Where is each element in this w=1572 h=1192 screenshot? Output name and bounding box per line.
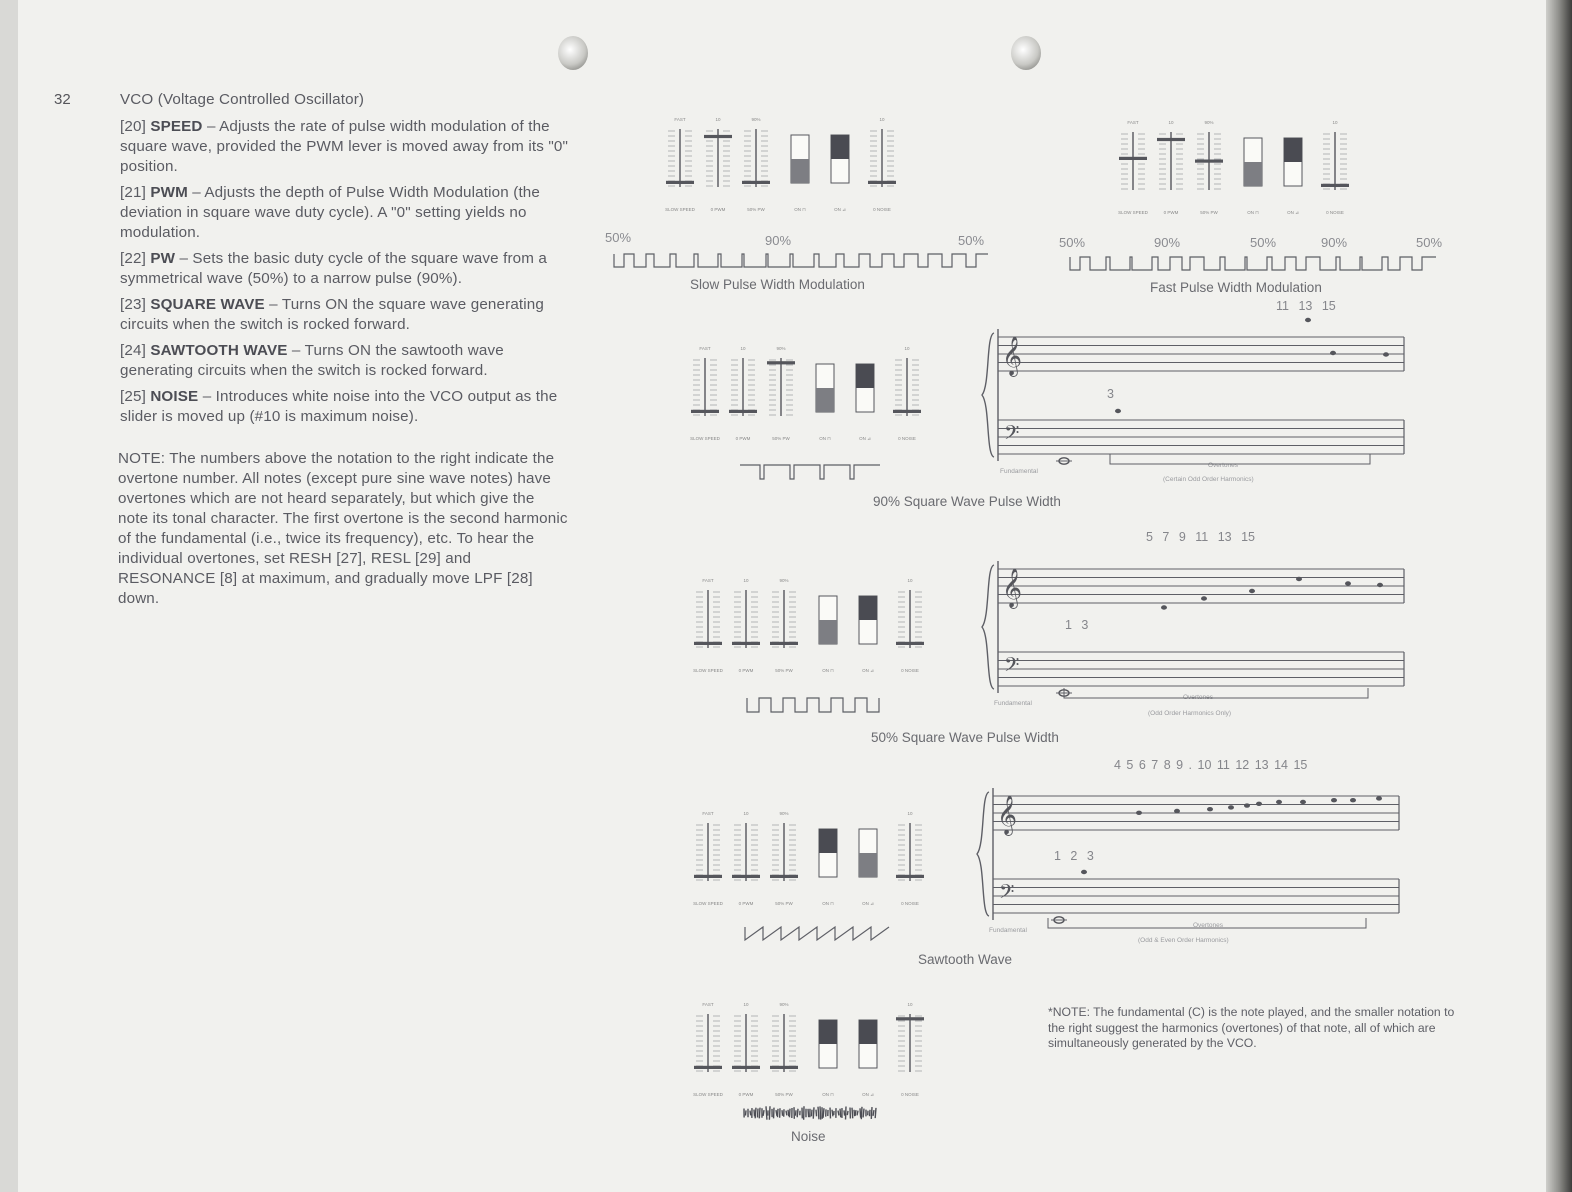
noise-stroke [857, 1111, 858, 1116]
panel-top-label: 90% [779, 811, 789, 816]
panel-top-label: 10 [743, 811, 749, 816]
staff-90-square [968, 325, 1408, 465]
panel-bottom-label: 50% PW [747, 207, 765, 212]
bass-clef-icon: 𝄢 [1004, 653, 1020, 681]
slider [1119, 132, 1147, 190]
fast-pwm-waveform [1070, 255, 1440, 275]
slider [868, 129, 896, 187]
pct-label: 50% [1059, 235, 1086, 250]
panel-top-label: FAST [702, 578, 714, 583]
rocker-switch [859, 829, 877, 877]
slider [666, 129, 694, 187]
noise-stroke [855, 1110, 856, 1116]
pct-label: 50% [1250, 235, 1277, 250]
panel-bottom-label: 50% PW [775, 668, 793, 673]
overtone-numbers: 11 13 15 [1276, 299, 1336, 313]
bass-clef-icon: 𝄢 [1004, 421, 1020, 449]
slider [1157, 132, 1185, 190]
noise-stroke [763, 1110, 764, 1116]
panel-bottom-label: 0 PWM [1163, 210, 1179, 215]
noise-stroke [788, 1110, 789, 1116]
overtone-note [1276, 800, 1282, 804]
noise-waveform [744, 1105, 878, 1121]
noise-stroke [750, 1111, 751, 1116]
slider [691, 358, 719, 416]
rocker-switch [819, 829, 837, 877]
panel-drawing [1118, 118, 1363, 228]
item-pwm: [21] PWM – Adjusts the depth of Pulse Width Modulation (the deviation in square wave duty cycle). A "0" setting yields no modulation. [120, 184, 541, 241]
panel-drawing [665, 115, 910, 225]
noise-stroke [823, 1108, 824, 1118]
panel-bottom-label: 50% PW [775, 901, 793, 906]
noise-stroke [860, 1108, 861, 1117]
slider [694, 590, 722, 648]
slider [694, 1014, 722, 1072]
staff-brace [977, 792, 989, 916]
noise-stroke [852, 1108, 853, 1119]
slider [896, 1014, 924, 1072]
pct-label: 50% [1416, 235, 1443, 250]
panel-bottom-label: ON ⊓ [822, 901, 834, 906]
treble-clef-icon: 𝄞 [1002, 336, 1023, 376]
noise-stroke [745, 1110, 746, 1115]
noise-stroke [844, 1110, 845, 1115]
item-speed: [20] SPEED – Adjusts the rate of pulse width modulation of the square wave, provided the PWM lever is moved away from its "0" position. [120, 118, 569, 175]
panel-drawing [693, 576, 938, 686]
panel-bottom-label: 0 PWM [738, 668, 754, 673]
panel-top-label: 90% [779, 1002, 789, 1007]
overtone-numbers-low: 1 3 [1065, 618, 1089, 632]
panel-top-label: 90% [751, 117, 761, 122]
panel-drawing [693, 1000, 938, 1110]
noise-stroke [789, 1109, 790, 1118]
staff-sawtooth [963, 784, 1403, 924]
slider [896, 590, 924, 648]
panel-top-label: FAST [702, 811, 714, 816]
pct-label: 50% [605, 230, 632, 245]
overtone-numbers-low: 1 2 3 [1054, 849, 1094, 863]
panel-top-label: 90% [1204, 120, 1214, 125]
panel-drawing [690, 344, 935, 454]
harmonics-note: (Odd & Even Order Harmonics) [1138, 937, 1229, 944]
panel-bottom-label: 0 NOISE [873, 207, 891, 212]
noise-stroke [873, 1110, 874, 1116]
harmonics-note: (Odd Order Harmonics Only) [1148, 710, 1232, 717]
overtone-note [1296, 577, 1302, 581]
overtones-bracket [1110, 454, 1372, 466]
slider [1321, 132, 1349, 190]
noise-stroke [820, 1106, 821, 1119]
noise-stroke [847, 1111, 848, 1115]
overtone-note [1256, 802, 1262, 806]
sawtooth-waveform [745, 925, 891, 947]
vco-description [114, 90, 569, 609]
panel-bottom-label: ON ⊿ [862, 1092, 874, 1097]
overtone-note [1228, 805, 1234, 809]
caption-sawtooth: Sawtooth Wave [918, 952, 1013, 967]
panel-bottom-label: ON ⊿ [1287, 210, 1299, 215]
panel-top-label: 90% [779, 578, 789, 583]
panel-top-label: 10 [907, 578, 913, 583]
panel-bottom-label: 50% PW [775, 1092, 793, 1097]
fundamental-label: Fundamental [1000, 468, 1038, 475]
overtones-label: Overtones [1193, 922, 1223, 929]
panel-top-label: 10 [1168, 120, 1174, 125]
slider [729, 358, 757, 416]
panel-top-label: 10 [879, 117, 885, 122]
panel-bottom-label: 0 NOISE [901, 668, 919, 673]
panel-bottom-label: 0 NOISE [1326, 210, 1344, 215]
panel-bottom-label: ON ⊓ [819, 436, 831, 441]
overtone-note [1383, 352, 1389, 356]
overtone-note [1330, 351, 1336, 355]
overtone-note [1345, 581, 1351, 585]
panel-top-label: 90% [776, 346, 786, 351]
panel-bottom-label: 50% PW [772, 436, 790, 441]
overtone-note [1174, 809, 1180, 813]
bass-clef-icon: 𝄢 [999, 880, 1015, 908]
fundamental-label: Fundamental [994, 700, 1032, 707]
slider [770, 1014, 798, 1072]
panel-bottom-label: 0 NOISE [898, 436, 916, 441]
noise-stroke [769, 1106, 770, 1120]
item-noise: [25] NOISE – Introduces white noise into the VCO output as the slider is moved up (#10 is maximum noise). [120, 388, 558, 425]
noise-stroke [766, 1106, 767, 1119]
noise-stroke [808, 1109, 809, 1117]
pct-label: 90% [1154, 235, 1181, 250]
pct-label: 90% [765, 233, 792, 248]
item-square-wave: [23] SQUARE WAVE – Turns ON the square wave generating circuits when the switch is rocked forward. [120, 296, 545, 333]
slider [742, 129, 770, 187]
panel-bottom-label: 0 NOISE [901, 1092, 919, 1097]
binder-hole [558, 36, 588, 70]
panel-bottom-label: ON ⊿ [834, 207, 846, 212]
page-number: 32 [54, 91, 71, 108]
noise-stroke [875, 1108, 876, 1118]
rocker-switch [859, 1020, 877, 1068]
rocker-switch [1284, 138, 1302, 186]
panel-bottom-label: ON ⊿ [862, 668, 874, 673]
panel-top-label: FAST [699, 346, 711, 351]
slider [732, 823, 760, 881]
overtone-note [1249, 589, 1255, 593]
harmonics-note: (Certain Odd Order Harmonics) [1163, 476, 1254, 483]
section-heading: VCO (Voltage Controlled Oscillator) [120, 91, 365, 108]
noise-stroke [754, 1110, 755, 1117]
panel-bottom-label: SLOW SPEED [693, 901, 723, 906]
panel-bottom-label: 50% PW [1200, 210, 1218, 215]
manual-page [18, 0, 1546, 1192]
panel-top-label: FAST [674, 117, 686, 122]
overtone-note [1300, 800, 1306, 804]
overtone-note: NOTE: The numbers above the notation to the right indicate the overtone number. All notes (except pure sine wave notes) have overtones which are not heard separately, but which give the note its tonal character. The first overtone is the second harmonic of the fundamental (i.e., twice its frequency), etc. To hear the individual overtones, set RESH [27], RESL [29] and RESONANCE [8] at maximum, and gradually move LPF [28] down. [118, 450, 568, 607]
pct-label: 90% [1321, 235, 1348, 250]
panel-top-label: 10 [907, 811, 913, 816]
panel-bottom-label: SLOW SPEED [690, 436, 720, 441]
noise-stroke [840, 1109, 841, 1118]
noise-stroke [755, 1108, 756, 1119]
slider [770, 590, 798, 648]
overtone-note [1136, 811, 1142, 815]
panel-top-label: 10 [904, 346, 910, 351]
rocker-switch [1244, 138, 1262, 186]
slider [896, 823, 924, 881]
square-90-waveform [740, 463, 890, 485]
panel-top-label: 10 [743, 578, 749, 583]
noise-stroke [813, 1107, 814, 1118]
overtone-note [1161, 605, 1167, 609]
noise-stroke [795, 1110, 796, 1115]
rocker-switch [856, 364, 874, 412]
overtone-note [1115, 409, 1121, 413]
slider [732, 1014, 760, 1072]
noise-stroke [757, 1109, 758, 1118]
panel-bottom-label: SLOW SPEED [665, 207, 695, 212]
panel-top-label: 10 [1332, 120, 1338, 125]
overtone-note [1331, 798, 1337, 802]
rocker-switch [791, 135, 809, 183]
staff-brace [982, 565, 994, 689]
overtone-note [1244, 803, 1250, 807]
panel-top-label: 10 [907, 1002, 913, 1007]
slider [732, 590, 760, 648]
binder-hole [1011, 36, 1041, 70]
panel-bottom-label: 0 NOISE [901, 901, 919, 906]
slider [770, 823, 798, 881]
noise-stroke [776, 1110, 777, 1116]
rocker-switch [819, 1020, 837, 1068]
rocker-switch [859, 596, 877, 644]
panel-bottom-label: ON ⊿ [859, 436, 871, 441]
square-50-waveform [747, 696, 887, 718]
overtone-note [1201, 596, 1207, 600]
item-pw: [22] PW – Sets the basic duty cycle of the square wave from a symmetrical wave (50%) to a narrow pulse (90%). [120, 250, 548, 287]
caption-noise: Noise [791, 1129, 826, 1144]
noise-stroke [863, 1109, 864, 1118]
noise-stroke [811, 1110, 812, 1117]
panel-bottom-label: 0 PWM [738, 1092, 754, 1097]
noise-stroke [832, 1110, 833, 1117]
noise-stroke [782, 1110, 783, 1116]
noise-stroke [786, 1111, 787, 1116]
noise-stroke [797, 1109, 798, 1118]
overtone-note [1081, 870, 1087, 874]
rocker-switch [831, 135, 849, 183]
panel-bottom-label: 0 PWM [735, 436, 751, 441]
panel-bottom-label: SLOW SPEED [693, 668, 723, 673]
overtone-note [1350, 798, 1356, 802]
overtone-note [1377, 583, 1383, 587]
panel-bottom-label: ON ⊿ [862, 901, 874, 906]
overtone-note [1305, 318, 1311, 322]
panel-drawing [693, 809, 938, 919]
noise-stroke [818, 1107, 819, 1120]
overtone-numbers: 5 7 9 11 13 15 [1146, 530, 1256, 544]
slow-pwm-waveform [614, 252, 994, 272]
treble-clef-icon: 𝄞 [997, 795, 1018, 835]
fundamental-label: Fundamental [989, 927, 1027, 934]
slider [893, 358, 921, 416]
overtone-note [1207, 807, 1213, 811]
overtone-note [1376, 796, 1382, 800]
panel-top-label: FAST [1127, 120, 1139, 125]
overtones-bracket [1064, 688, 1370, 700]
noise-stroke [759, 1108, 760, 1119]
panel-bottom-label: ON ⊓ [822, 668, 834, 673]
rocker-switch [819, 596, 837, 644]
item-sawtooth-wave: [24] SAWTOOTH WAVE – Turns ON the sawtooth wave generating circuits when the switch is rocked forward. [120, 342, 504, 379]
footnote: *NOTE: The fundamental (C) is the note played, and the smaller notation to the right suggest the harmonics (overtones) of that note, all of which are simultaneously generated by the VCO. [1048, 1005, 1455, 1050]
pct-label: 50% [958, 233, 985, 248]
overtones-label: Overtones [1183, 694, 1213, 701]
caption-fast-pwm: Fast Pulse Width Modulation [1150, 280, 1322, 295]
panel-bottom-label: SLOW SPEED [1118, 210, 1148, 215]
slider [1195, 132, 1223, 190]
panel-top-label: 10 [740, 346, 746, 351]
panel-bottom-label: SLOW SPEED [693, 1092, 723, 1097]
rocker-switch [816, 364, 834, 412]
noise-stroke [861, 1107, 862, 1119]
staff-50-square [968, 557, 1408, 697]
binding-spine [1546, 0, 1572, 1192]
caption-50-square: 50% Square Wave Pulse Width [871, 730, 1059, 745]
overtone-numbers: 4 5 6 7 8 9 . 10 11 12 13 14 15 [1114, 758, 1308, 772]
noise-stroke [838, 1111, 839, 1116]
treble-clef-icon: 𝄞 [1002, 568, 1023, 608]
noise-stroke [777, 1109, 778, 1117]
slider [767, 358, 795, 416]
overtones-label: Overtones [1208, 462, 1238, 469]
noise-stroke [871, 1107, 872, 1119]
panel-bottom-label: ON ⊓ [822, 1092, 834, 1097]
panel-bottom-label: 0 PWM [738, 901, 754, 906]
panel-top-label: 10 [715, 117, 721, 122]
panel-bottom-label: ON ⊓ [794, 207, 806, 212]
slider [704, 129, 732, 187]
panel-bottom-label: ON ⊓ [1247, 210, 1259, 215]
panel-bottom-label: 0 PWM [710, 207, 726, 212]
staff-brace [982, 333, 994, 457]
overtone-numbers-low: 3 [1107, 387, 1114, 401]
panel-top-label: FAST [702, 1002, 714, 1007]
slider [694, 823, 722, 881]
panel-top-label: 10 [743, 1002, 749, 1007]
caption-90-square: 90% Square Wave Pulse Width [873, 494, 1061, 509]
overtones-bracket [1048, 918, 1368, 930]
noise-stroke [816, 1110, 817, 1117]
caption-slow-pwm: Slow Pulse Width Modulation [690, 277, 865, 292]
